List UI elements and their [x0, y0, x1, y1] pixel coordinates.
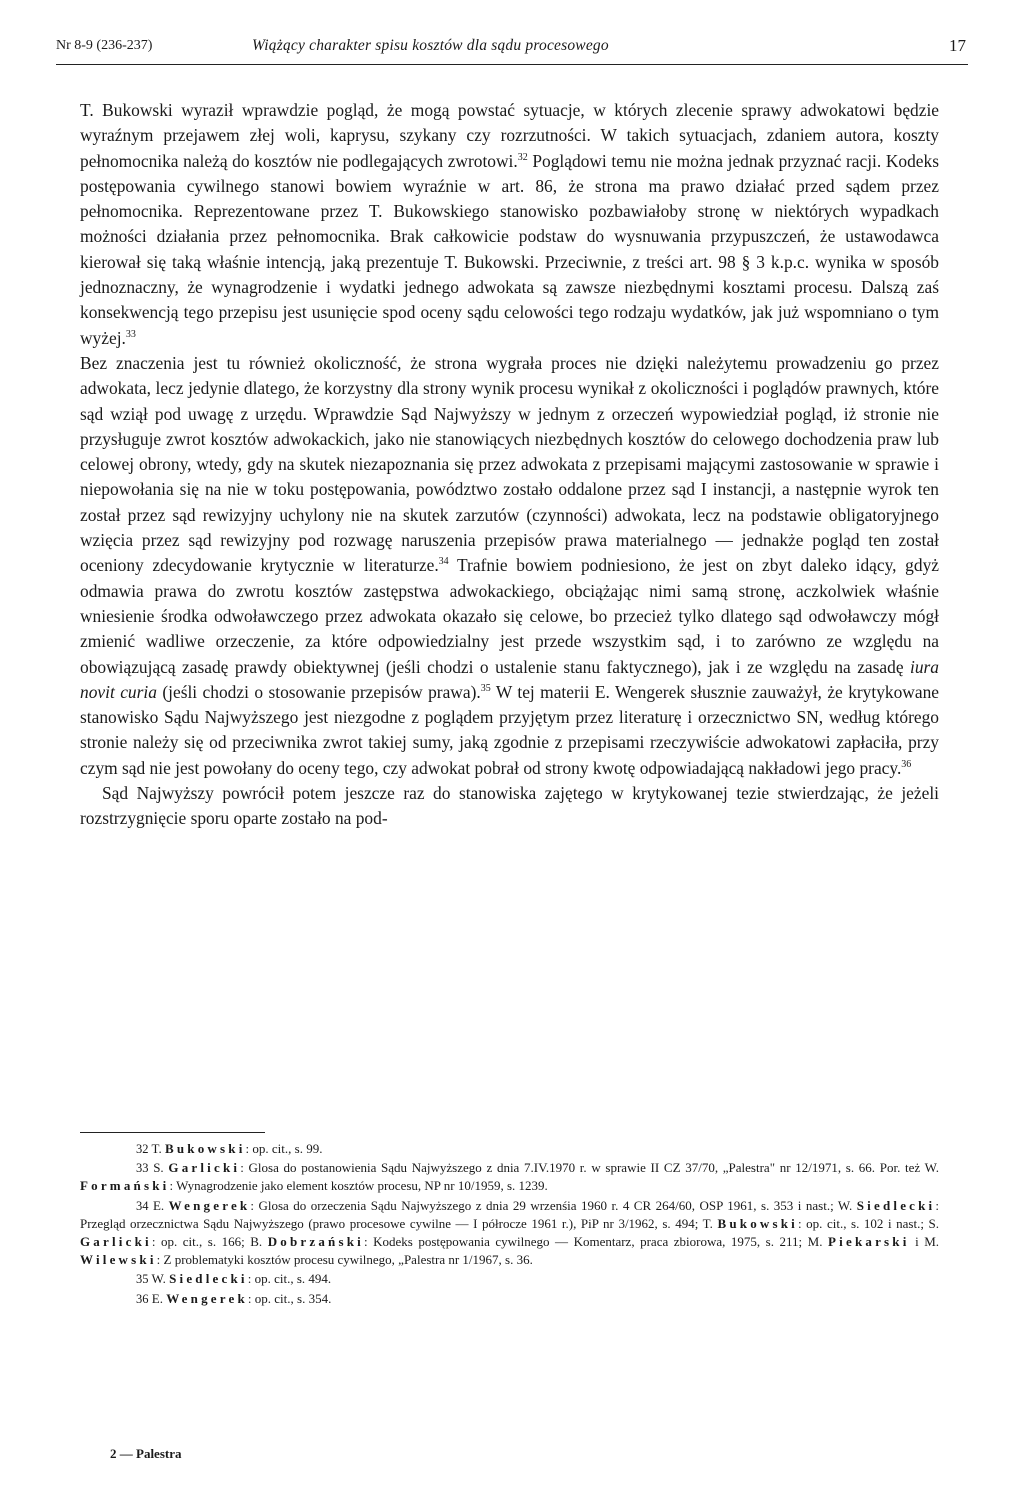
footnote-number: 33 — [136, 1161, 149, 1176]
author-name: Bukowski — [165, 1141, 246, 1156]
footnote-text: : op. cit., s. 166; B. — [151, 1234, 268, 1250]
footnote-text: : Z problematyki kosztów procesu cywilnego, „Palestra nr 1/1967, s. 36. — [156, 1252, 533, 1268]
footnote-33 — [80, 1159, 939, 1195]
paragraph-2 — [80, 351, 939, 781]
footnote-text: : Wynagrodzenie jako element kosztów procesu, NP nr 10/1959, s. 1239. — [169, 1178, 548, 1194]
paragraph-3: Sąd Najwyższy powrócił potem jeszcze raz do stanowiska zajętego w krytykowanej tezie stwierdzając, że jeżeli rozstrzygnięcie sporu oparte zostało na pod- — [80, 783, 939, 829]
paragraph-2-text-d: W tej materii E. Wengerek słusznie zauważył, że krytykowane stanowisko Sądu Najwyższego jest niezgodne z poglądem przyjętym przez literaturę i orzecznictwo SN, według którego stronie należy się od przeciwnika zwrot takiej sumy, jaką zgodnie z przepisami rzeczywiście adwokatowi zapłaciła, przy czym sąd nie jest powołany do oceny tego, czy adwokat pobrał od strony kwotę odpowiadającą nakładowi jego pracy. — [80, 681, 939, 778]
footnote-36 — [80, 1290, 939, 1308]
footnote-ref-32: 32 — [517, 151, 528, 163]
footnote-text: : op. cit., s. 102 i nast.; S. — [798, 1215, 939, 1231]
page-number: 17 — [949, 36, 966, 55]
footnote-text: T. — [151, 1141, 165, 1156]
signature-mark: 2 — Palestra — [110, 1446, 182, 1461]
footnote-number: 34 — [136, 1198, 149, 1213]
author-name: Siedlecki — [169, 1271, 248, 1287]
footnote-text: : Kodeks postępowania cywilnego — Komentarz, praca zbiorowa, 1975, s. 211; M. — [363, 1234, 829, 1250]
footnote-number: 35 — [136, 1272, 149, 1287]
paragraph-2-text-c: (jeśli chodzi o stosowanie przepisów prawa). — [156, 681, 481, 702]
footnote-text: : Glosa do orzeczenia Sądu Najwyższego z dnia 29 wrzenśia 1960 r. 4 CR 264/60, OSP 1961, s. 353 i nast.; W. — [250, 1197, 857, 1213]
running-title: Wiążący charakter spisu kosztów dla sądu procesowego — [252, 37, 609, 54]
footnote-text: : Glosa do postanowienia Sądu Najwyższego z dnia 7.IV.1970 r. w sprawie II CZ 37/70, „Palestra" nr 12/1971, s. 66. Por. też W. — [240, 1160, 939, 1176]
footnote-text: : op. cit., s. 494. — [247, 1271, 332, 1287]
footnote-separator — [80, 1132, 265, 1133]
author-name: Garlicki — [168, 1160, 241, 1176]
author-name: Siedlecki — [856, 1197, 936, 1213]
footnote-text: : Przegląd orzecznictwa Sądu Najwyższego (prawo procesowe cywilne — I półrocze 1961 r.), PiP nr 3/1962, s. 494; T. — [80, 1197, 939, 1231]
author-name: Wilewski — [80, 1252, 157, 1268]
footnote-ref-33: 33 — [125, 328, 136, 340]
footnote-text: i M. — [909, 1234, 940, 1250]
footnote-ref-36: 36 — [901, 758, 912, 770]
paragraph-2-text-b: Trafnie bowiem podniesiono, że jest on zbyt daleko idący, gdyż odmawia prawa do zwrotu kosztów zastępstwa adwokackiego, obciążając nimi samą stronę, aczkolwiek właśnie wniesienie środka odwoławczego przez adwokata okazało się celowe, bo przecież tylko dlatego sąd odwoławczy mógł zmienić wadliwe orzeczenie, za które odpowiedzialny jest przede wszystkim sąd, i to zarówno ze względu na obowiązującą zasadę prawdy obiektywnej (jeśli chodzi o ustalenie stanu faktycznego), jak i ze względu na zasadę — [80, 555, 939, 677]
paragraph-1 — [80, 98, 939, 351]
paragraph-1-text-b: Poglądowi temu nie można jednak przyznać racji. Kodeks postępowania cywilnego stanowi bowiem wyraźnie w art. 86, że strona ma prawo działać przed sądem przez pełnomocnika. Reprezentowane przez T. Bukowskiego stanowisko pozbawiałoby stronę w niektórych wypadkach możności działania przez pełnomocnika. Brak całkowicie podstaw do wysnuwania przypuszczeń, że ustawodawca kierował się taką właśnie intencją, jaką prezentuje T. Bukowski. Przeciwnie, z treści art. 98 § 3 k.p.c. wynika w sposób jednoznaczny, że wynagrodzenie i wydatki jednego adwokata są zawsze niezbędnymi kosztami procesu. Dalszą zaś konsekwencją tego przepisu jest usunięcie spod oceny sądu celowości tego rodzaju wydatków, jak już wspomniano o tym wyżej. — [80, 150, 939, 348]
author-name: Bukowski — [717, 1215, 798, 1231]
footnote-ref-34: 34 — [438, 556, 449, 568]
author-name: Dobrzański — [267, 1234, 364, 1250]
footnote-text: E. — [151, 1290, 167, 1306]
article-body — [80, 98, 939, 832]
latin-phrase: iura novit curia — [80, 656, 939, 702]
footnote-35 — [80, 1270, 939, 1288]
issue-number: Nr 8-9 (236-237) — [56, 38, 153, 53]
footnote-number: 32 — [136, 1142, 149, 1156]
paragraph-2-text-a: Bez znaczenia jest tu również okoliczność, że strona wygrała proces nie dzięki należytemu prowadzeniu go przez adwokata, lecz jedynie dlatego, że korzystny dla strony wynik procesu wynikał z okoliczności i poglądów prawnych, które sąd wziął pod uwagę z urzędu. Wprawdzie Sąd Najwyższy w jednym z orzeczeń wypowiedział pogląd, iż stronie nie przysługuje zwrot kosztów adwokackich, jako nie stanowiących niezbędnych kosztów do celowego dochodzenia praw lub celowej obrony, wtedy, gdy na skutek niezapoznania się przez adwokata z przepisami mającymi zastosowanie w sprawie i niepowołania się na nie w toku postępowania, powództwo zostało oddalone przez sąd I instancji, a następnie wyrok ten został przez sąd rewizyjny uchylony nie na skutek zarzutów (czynności) adwokata, lecz na podstawie obligatoryjnego wzięcia przez sąd rewizyjny pod rozwagę naruszenia przepisów prawa materialnego — jednakże pogląd ten został oceniony zdecydowanie krytycznie w literaturze. — [80, 352, 939, 576]
footnote-text: : op. cit., s. 354. — [247, 1290, 332, 1306]
footnote-number: 36 — [136, 1291, 149, 1306]
author-name: Piekarski — [828, 1234, 910, 1250]
footnote-34 — [80, 1197, 939, 1270]
footnote-text: E. — [152, 1197, 169, 1213]
paragraph-1-text-a: T. Bukowski wyraził wprawdzie pogląd, że mogą powstać sytuacje, w których zlecenie sprawy adwokatowi będzie wyraźnym przejawem złej woli, kaprysu, szykany czy rozrzutności. W takich sytuacjach, zdaniem autora, koszty pełnomocnika należą do kosztów nie podlegających zwrotowi. — [80, 100, 939, 171]
author-name: Wengerek — [168, 1197, 251, 1213]
author-name: Formański — [80, 1178, 170, 1194]
footnote-ref-35: 35 — [480, 683, 491, 695]
footnote-32 — [80, 1140, 939, 1158]
footnote-text: W. — [151, 1271, 170, 1287]
running-header — [56, 34, 968, 65]
author-name: Garlicki — [80, 1234, 152, 1250]
footnote-text: : op. cit., s. 99. — [245, 1141, 323, 1156]
footnote-text: S. — [153, 1160, 169, 1176]
footnotes — [80, 1140, 939, 1309]
author-name: Wengerek — [166, 1290, 248, 1306]
